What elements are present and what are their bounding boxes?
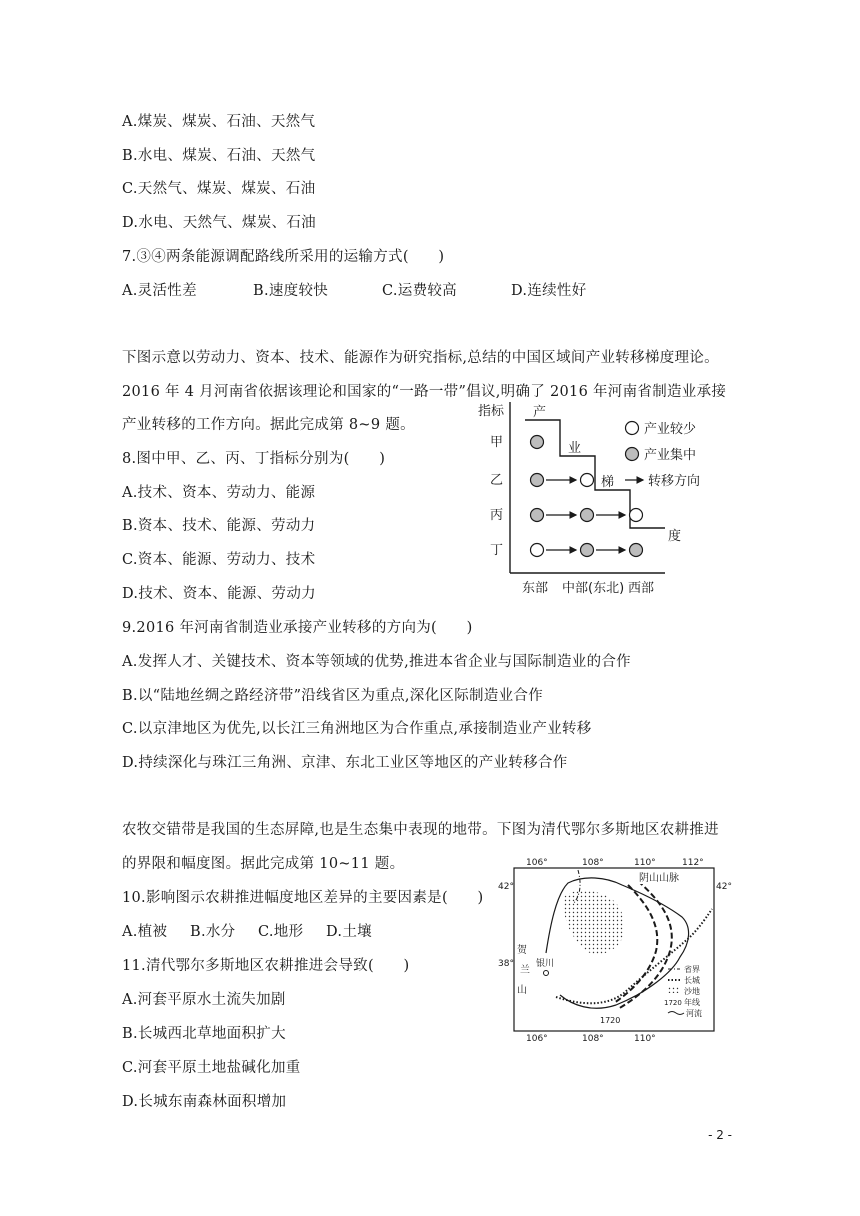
lat-42-left: 42° [498, 882, 514, 892]
legend-wall: 长城 [684, 976, 700, 985]
q9-stem: 9.2016 年河南省制造业承接产业转移的方向为( ) [122, 620, 473, 636]
q8-stem: 8.图中甲、乙、丙、丁指标分别为( ) [122, 451, 386, 467]
legend-yearline: 年线 [684, 998, 700, 1007]
page-number: - 2 - [708, 1128, 732, 1142]
tick-top-112: 112° [682, 858, 704, 868]
legend-few-label: 产业较少 [644, 422, 697, 437]
tick-top-108: 108° [582, 858, 604, 868]
tick-bottom-110: 110° [634, 1034, 656, 1044]
intro-8-9-line2: 2016 年 4 月河南省依据该理论和国家的“一路一带”倡议,明确了 2016 年河南省制造业承接 [122, 384, 727, 400]
intro-10-11-line1: 农牧交错带是我国的生态屏障,也是生态集中表现的地带。下图为清代鄂尔多斯地区农耕推进 [122, 822, 719, 838]
q9-option-b: B.以“陆地丝绸之路经济带”沿线省区为重点,深化区际制造业合作 [122, 688, 543, 704]
q11-option-b: B.长城西北草地面积扩大 [122, 1026, 286, 1042]
col-label-west: 西部 [628, 581, 655, 596]
legend-sand: 沙地 [684, 987, 700, 996]
q6-option-c: C.天然气、煤炭、煤炭、石油 [122, 181, 316, 197]
q6-option-a: A.煤炭、煤炭、石油、天然气 [122, 114, 316, 130]
q8-option-a: A.技术、资本、劳动力、能源 [122, 485, 316, 501]
step-label-ti: 梯 [601, 475, 615, 490]
tick-bottom-108: 108° [582, 1034, 604, 1044]
legend-few-icon [626, 422, 639, 435]
intro-8-9-line3: 产业转移的工作方向。据此完成第 8~9 题。 [122, 417, 415, 433]
circle-bing-east [531, 509, 544, 522]
step-label-du: 度 [668, 529, 682, 544]
legend-concentrated-label: 产业集中 [644, 448, 697, 463]
step-label-chan: 产 [533, 405, 547, 420]
q10-option-b: B.水分 [190, 924, 236, 940]
circle-yi-east [531, 474, 544, 487]
city-label: 银川 [536, 959, 555, 969]
q11-option-a: A.河套平原水土流失加剧 [122, 992, 286, 1008]
legend-concentrated-icon [626, 448, 639, 461]
y-axis-label: 指标 [478, 404, 505, 419]
circle-bing-central [581, 509, 594, 522]
row-label-ding: 丁 [490, 543, 504, 558]
q7-option-c: C.运费较高 [382, 283, 457, 299]
helan-char-1: 贺 [517, 945, 527, 956]
col-label-central: 中部(东北) [562, 581, 625, 596]
tick-top-110: 110° [634, 858, 656, 868]
industry-gradient-figure [470, 398, 740, 598]
q7-option-d: D.连续性好 [511, 283, 587, 299]
legend-sand-icon [668, 987, 680, 993]
row-label-bing: 丙 [490, 508, 504, 523]
q10-option-c: C.地形 [258, 924, 304, 940]
helan-char-2: 兰 [520, 965, 530, 976]
tick-bottom-106: 106° [526, 1034, 548, 1044]
intro-10-11-line2: 的界限和幅度图。据此完成第 10~11 题。 [122, 856, 405, 872]
q10-option-d: D.土壤 [326, 924, 372, 940]
step-label-ye: 业 [568, 441, 582, 456]
q6-option-d: D.水电、天然气、煤炭、石油 [122, 215, 316, 231]
q8-option-d: D.技术、资本、能源、劳动力 [122, 586, 316, 602]
q9-option-a: A.发挥人才、关键技术、资本等领域的优势,推进本省企业与国际制造业的合作 [122, 654, 631, 670]
q7-option-b: B.速度较快 [253, 283, 329, 299]
q10-option-a: A.植被 [122, 924, 168, 940]
circle-ding-west [630, 544, 643, 557]
year-label: 1720 [600, 1016, 621, 1025]
mountain-label: 阴山山脉 [639, 873, 679, 884]
helan-char-3: 山 [517, 985, 527, 996]
ordos-farming-map [496, 855, 732, 1044]
q8-option-b: B.资本、技术、能源、劳动力 [122, 518, 316, 534]
circle-yi-central [581, 474, 594, 487]
col-label-east: 东部 [522, 581, 549, 596]
q6-option-b: B.水电、煤炭、石油、天然气 [122, 148, 316, 164]
intro-8-9-line1: 下图示意以劳动力、资本、技术、能源作为研究指标,总结的中国区域间产业转移梯度理论。 [122, 350, 719, 366]
q11-option-d: D.长城东南森林面积增加 [122, 1094, 287, 1110]
circle-jia-east [531, 436, 544, 449]
circle-ding-east [531, 544, 544, 557]
q10-stem: 10.影响图示农耕推进幅度地区差异的主要因素是( ) [122, 890, 484, 906]
circle-bing-west [630, 509, 643, 522]
row-label-jia: 甲 [490, 435, 504, 450]
circle-ding-central [581, 544, 594, 557]
q11-option-c: C.河套平原土地盐碱化加重 [122, 1060, 301, 1076]
legend-year-number: 1720 [664, 999, 682, 1007]
row-label-yi: 乙 [490, 473, 504, 488]
tick-top-106: 106° [526, 858, 548, 868]
q7-stem: 7.③④两条能源调配路线所采用的运输方式( ) [122, 249, 445, 265]
q11-stem: 11.清代鄂尔多斯地区农耕推进会导致( ) [122, 958, 410, 974]
legend-river: 河流 [686, 1009, 702, 1018]
lat-42-right: 42° [716, 882, 732, 892]
q7-option-a: A.灵活性差 [122, 283, 197, 299]
q8-option-c: C.资本、能源、劳动力、技术 [122, 552, 316, 568]
lat-38-left: 38° [498, 959, 514, 969]
legend-arrow-label: 转移方向 [648, 474, 701, 489]
legend-province: 省界 [684, 965, 700, 974]
q9-option-c: C.以京津地区为优先,以长江三角洲地区为合作重点,承接制造业产业转移 [122, 721, 592, 737]
q9-option-d: D.持续深化与珠江三角洲、京津、东北工业区等地区的产业转移合作 [122, 755, 568, 771]
